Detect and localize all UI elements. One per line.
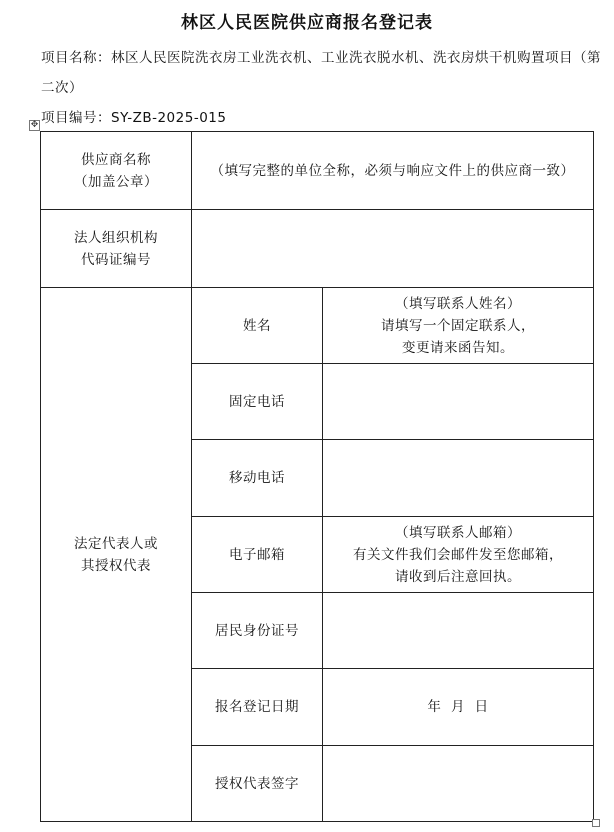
signature-value[interactable] <box>323 746 594 822</box>
table-resize-handle[interactable] <box>592 819 600 827</box>
mobile-value[interactable] <box>323 440 594 517</box>
table-move-handle-icon[interactable]: ✥ <box>30 120 39 130</box>
supplier-name-value[interactable]: （填写完整的单位全称，必须与响应文件上的供应商一致） <box>192 132 594 210</box>
project-no-value: SY-ZB-2025-015 <box>111 110 227 126</box>
id-number-value[interactable] <box>323 593 594 669</box>
registration-table <box>40 131 594 822</box>
email-value[interactable]: （填写联系人邮箱） 有关文件我们会邮件发至您邮箱， 请收到后注意回执。 <box>323 517 594 593</box>
project-no-line <box>41 103 601 133</box>
project-name-line <box>41 43 601 103</box>
registration-date-label: 报名登记日期 <box>192 669 323 746</box>
id-number-label: 居民身份证号 <box>192 593 323 669</box>
email-label: 电子邮箱 <box>192 517 323 593</box>
project-name-value: 林区人民医院洗衣房工业洗衣机、工业洗衣脱水机、洗衣房烘干机购置项目（第二次） <box>41 50 601 96</box>
supplier-name-label: 供应商名称 （加盖公章） <box>41 132 192 210</box>
project-name-label: 项目名称： <box>41 50 111 66</box>
org-code-value[interactable] <box>192 210 594 288</box>
mobile-label: 移动电话 <box>192 440 323 517</box>
legal-rep-label: 法定代表人或 其授权代表 <box>41 288 192 822</box>
landline-label: 固定电话 <box>192 364 323 440</box>
contact-name-value[interactable]: （填写联系人姓名） 请填写一个固定联系人， 变更请来函告知。 <box>323 288 594 364</box>
org-code-label: 法人组织机构 代码证编号 <box>41 210 192 288</box>
landline-value[interactable] <box>323 364 594 440</box>
project-no-label: 项目编号： <box>41 110 111 126</box>
registration-date-value[interactable]: 年 月 日 <box>323 669 594 746</box>
contact-name-label: 姓名 <box>192 288 323 364</box>
form-title: 林区人民医院供应商报名登记表 <box>181 13 433 33</box>
signature-label: 授权代表签字 <box>192 746 323 822</box>
